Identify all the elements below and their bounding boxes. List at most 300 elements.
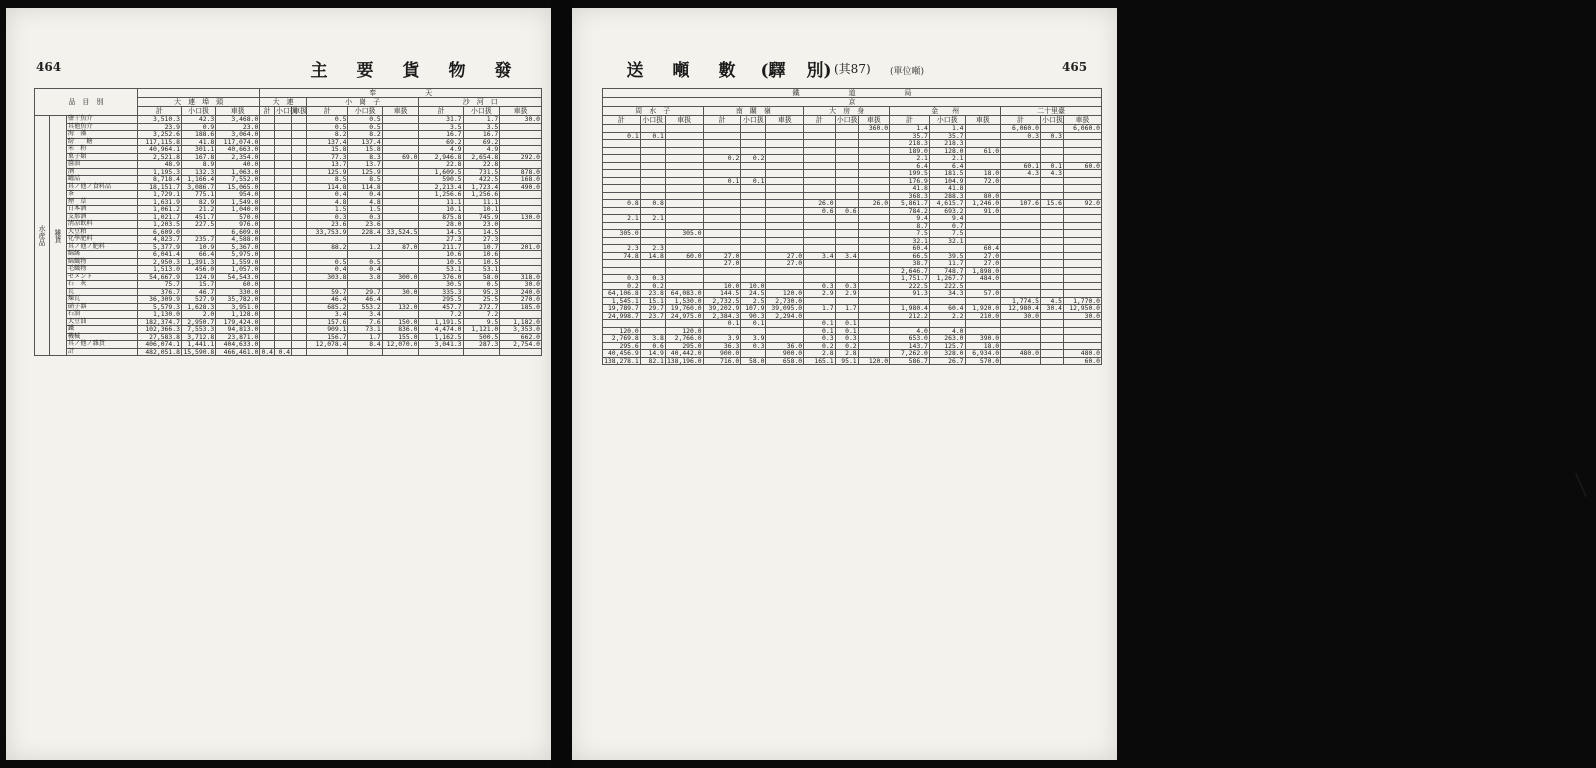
table-cell: 0.1 [804,320,835,328]
table-row [603,207,1102,215]
table-cell [275,198,292,206]
table-cell [858,132,889,140]
region-subbanner: 京 [603,98,1102,107]
title-char: 主 [310,61,328,81]
table-cell: 24,975.0 [665,312,703,320]
table-cell: 40,456.9 [603,350,641,358]
table-row [35,311,542,319]
table-cell: 3.4 [306,311,348,319]
table-cell: 8,718.4 [137,176,181,184]
table-cell: 2.1 [890,155,930,163]
table-cell [260,341,275,349]
table-cell [665,275,703,283]
table-cell [965,140,1001,148]
table-cell: 1,774.5 [1001,297,1041,305]
table-cell: 0.3 [741,342,766,350]
table-cell: 295.0 [665,342,703,350]
column-header: 車扱 [858,116,889,125]
table-cell [500,221,542,229]
table-cell [500,131,542,139]
table-cell: 30.0 [500,116,542,124]
table-cell [766,170,804,178]
table-cell: 23.9 [137,123,181,131]
table-cell [260,221,275,229]
table-cell: 107.6 [1001,200,1041,208]
table-cell [275,296,292,304]
table-cell [1064,132,1102,140]
table-cell: 40.0 [216,161,260,169]
table-cell: 1,128.0 [216,311,260,319]
table-cell [741,237,766,245]
table-cell [858,320,889,328]
table-cell [275,243,292,251]
table-cell: 404,633.0 [216,341,260,349]
table-cell [275,161,292,169]
table-cell [292,311,307,319]
table-cell: 0.1 [640,132,665,140]
table-cell: 130.0 [500,213,542,221]
table-cell [640,177,665,185]
table-cell: 484.0 [965,275,1001,283]
table-cell: 2,950.7 [181,318,215,326]
station-header: 周 水 子 [603,107,704,116]
table-cell: 390.0 [965,335,1001,343]
table-cell [1064,207,1102,215]
table-cell: 2.1 [929,155,965,163]
column-header: 小口扱 [463,107,500,116]
table-cell: 39,095.0 [766,305,804,313]
table-cell [1001,185,1041,193]
table-cell [260,123,275,131]
table-cell [382,236,419,244]
table-cell: 8.9 [181,161,215,169]
table-cell: 288.3 [929,192,965,200]
left-page-number: 464 [36,60,62,74]
table-cell: 66.4 [181,251,215,259]
table-cell [500,251,542,259]
table-row [603,222,1102,230]
table-cell [665,245,703,253]
table-cell: 4.0 [929,327,965,335]
table-cell: 53.1 [419,266,463,274]
table-cell [260,296,275,304]
table-cell: 235.7 [181,236,215,244]
table-cell: 21.2 [181,206,215,214]
table-cell [275,326,292,334]
table-cell [640,230,665,238]
table-cell: 0.5 [348,258,382,266]
table-row [35,146,542,154]
table-cell: 91.0 [965,207,1001,215]
table-cell: 1.7 [463,116,500,124]
table-cell: 11.7 [929,260,965,268]
table-cell: 590.5 [419,176,463,184]
table-cell [382,183,419,191]
table-cell [703,230,741,238]
table-cell [766,222,804,230]
table-cell [275,258,292,266]
table-row [35,191,542,199]
column-header: 小口扱 [741,116,766,125]
table-cell: 39,202.9 [703,305,741,313]
table-cell [640,185,665,193]
table-cell [665,215,703,223]
table-cell [858,305,889,313]
table-cell: 2,730.0 [766,297,804,305]
table-cell: 48.9 [137,161,181,169]
table-cell: 64,083.0 [665,290,703,298]
table-cell [292,243,307,251]
table-cell: 35.7 [929,132,965,140]
table-cell: 15.6 [1040,200,1063,208]
table-cell [348,251,382,259]
table-cell: 36.0 [766,342,804,350]
table-cell: 451.7 [181,213,215,221]
table-cell [1040,230,1063,238]
table-cell: 12,078.4 [306,341,348,349]
table-cell [835,245,858,253]
table-cell [382,281,419,289]
table-cell: 15.1 [640,297,665,305]
table-cell: 6,934.0 [965,350,1001,358]
table-cell: 330.0 [216,288,260,296]
table-cell: 4,474.0 [419,326,463,334]
table-cell [260,153,275,161]
table-row [603,260,1102,268]
table-cell [260,303,275,311]
table-cell [1001,290,1041,298]
table-cell [603,177,641,185]
table-cell: 19,789.7 [603,305,641,313]
table-cell [703,132,741,140]
table-cell: 69.0 [382,153,419,161]
table-cell: 10.1 [463,206,500,214]
table-cell [382,258,419,266]
table-cell [306,251,348,259]
table-row [603,125,1102,133]
table-cell [1064,320,1102,328]
table-cell [419,348,463,356]
table-cell [1040,290,1063,298]
table-cell [835,267,858,275]
book-gutter [551,0,572,768]
table-cell: 2,766.0 [665,335,703,343]
item-label: 毛織物 [66,266,137,274]
table-cell: 9.5 [463,318,500,326]
item-label: 淸凉飲料 [66,221,137,229]
table-cell: 95.1 [835,357,858,365]
table-cell: 42.3 [181,116,215,124]
table-cell [766,320,804,328]
table-cell: 1,441.1 [181,341,215,349]
table-cell [1064,222,1102,230]
table-cell: 2.1 [603,215,641,223]
table-cell: 3,353.0 [500,326,542,334]
table-cell: 94,813.0 [216,326,260,334]
table-cell [804,162,835,170]
table-cell: 0.3 [1040,132,1063,140]
table-cell [382,123,419,131]
table-cell [306,348,348,356]
table-cell: 3.8 [640,335,665,343]
table-row [35,348,542,356]
item-label: 化學肥料 [66,236,137,244]
table-cell: 165.1 [804,357,835,365]
table-cell: 19,760.0 [665,305,703,313]
title-char: 發 [494,61,512,81]
table-cell: 53.1 [463,266,500,274]
table-cell [835,230,858,238]
row-header: 品 目 別 [35,89,138,116]
table-cell: 909.1 [306,326,348,334]
table-cell [382,213,419,221]
table-cell [965,155,1001,163]
table-cell [766,215,804,223]
table-cell [292,176,307,184]
table-cell: 27,583.8 [137,333,181,341]
table-cell: 23.0 [216,123,260,131]
table-cell: 10.6 [419,251,463,259]
table-cell [275,251,292,259]
table-row [603,230,1102,238]
column-header: 小口扱 [1041,116,1063,124]
table-cell [741,245,766,253]
table-cell: 2,946.8 [419,153,463,161]
table-cell [703,267,741,275]
table-cell [275,228,292,236]
table-cell [741,267,766,275]
table-cell: 1.5 [306,206,348,214]
table-cell: 1,121.0 [463,326,500,334]
table-cell [292,191,307,199]
table-cell [965,132,1001,140]
table-cell: 23.8 [640,290,665,298]
table-cell: 40,964.1 [137,146,181,154]
table-cell: 1,021.7 [137,213,181,221]
table-cell: 26.7 [929,357,965,365]
table-cell [804,237,835,245]
table-cell: 0.4 [261,347,273,356]
table-cell [929,245,965,253]
table-cell: 836.0 [382,326,419,334]
table-cell: 57.0 [965,290,1001,298]
table-cell: 82.1 [640,357,665,365]
table-cell: 120.0 [603,327,641,335]
table-cell: 1,061.2 [137,206,181,214]
table-cell [835,260,858,268]
table-cell: 8.3 [348,153,382,161]
table-cell: 137.4 [306,138,348,146]
table-cell [260,236,275,244]
table-cell: 2,732.5 [703,297,741,305]
table-cell: 24.5 [741,290,766,298]
table-cell [965,230,1001,238]
table-cell: 39.5 [929,252,965,260]
table-cell [858,290,889,298]
table-cell [1040,125,1063,133]
table-cell: 7,552.0 [216,176,260,184]
table-cell: 137.4 [348,138,382,146]
table-cell [1064,290,1102,298]
column-header: 計 [603,116,641,125]
table-cell [500,236,542,244]
table-cell [1064,282,1102,290]
table-cell: 4,615.7 [929,200,965,208]
table-row [603,200,1102,208]
table-cell [703,125,741,133]
table-cell: 1,195.3 [137,168,181,176]
table-cell: 1,751.7 [890,275,930,283]
table-cell [1040,140,1063,148]
table-cell [260,206,275,214]
table-cell [260,146,275,154]
table-cell: 144.5 [703,290,741,298]
table-cell [858,282,889,290]
table-cell [804,125,835,133]
table-cell [858,297,889,305]
table-cell [766,327,804,335]
table-cell [665,125,703,133]
table-cell: 3.4 [835,252,858,260]
table-cell [382,116,419,124]
table-cell: 662.0 [500,333,542,341]
table-cell [665,177,703,185]
table-cell: 7.2 [463,311,500,319]
table-cell: 117,115.8 [137,138,181,146]
table-row [603,350,1102,358]
table-cell: 2.0 [181,311,215,319]
table-cell [703,140,741,148]
table-cell: 157.6 [306,318,348,326]
table-row [603,245,1102,253]
table-cell: 270.0 [500,296,542,304]
table-cell [835,275,858,283]
table-cell: 179,424.0 [216,318,260,326]
table-cell: 1,631.9 [137,198,181,206]
table-cell: 185.0 [500,303,542,311]
table-cell [1040,237,1063,245]
table-cell [766,140,804,148]
table-cell: 12,950.0 [1064,305,1102,313]
station-header: 小 崗 子 [306,98,419,107]
table-cell: 6.4 [890,162,930,170]
region-banner-right: 鐵 道 局 [603,89,1102,98]
right-page-number: 465 [1062,60,1088,74]
table-cell: 0.5 [306,123,348,131]
table-cell: 4.0 [890,327,930,335]
table-cell: 2,950.3 [137,258,181,266]
table-cell: 0.6 [835,207,858,215]
table-cell: 658.0 [766,357,804,365]
table-cell [1064,215,1102,223]
table-cell: 95.3 [463,288,500,296]
table-cell [1040,267,1063,275]
table-cell [260,318,275,326]
table-cell [766,200,804,208]
table-cell: 9.4 [890,215,930,223]
table-cell: 27.0 [703,252,741,260]
table-cell: 4.9 [419,146,463,154]
table-cell [500,258,542,266]
table-cell [348,348,382,356]
table-cell: 376.0 [419,273,463,281]
title-char: 別) [806,61,832,81]
table-cell: 480.0 [1001,350,1041,358]
table-cell [665,132,703,140]
table-cell: 1,729.1 [137,191,181,199]
table-cell [804,177,835,185]
table-cell [665,192,703,200]
table-cell [275,123,292,131]
table-cell [741,215,766,223]
table-cell [382,311,419,319]
table-cell [766,335,804,343]
table-cell [603,185,641,193]
table-cell [348,236,382,244]
table-cell: 8.2 [306,131,348,139]
table-cell: 3,951.0 [216,303,260,311]
table-cell [703,275,741,283]
table-cell: 4.5 [1040,297,1063,305]
table-cell: 23.0 [463,221,500,229]
table-row [35,123,542,131]
table-cell [260,326,275,334]
table-cell: 0.3 [306,213,348,221]
table-cell: 15,590.8 [183,347,215,356]
column-header: 計 [703,116,741,125]
table-cell: 12,980.4 [1001,305,1041,313]
table-cell [929,320,965,328]
table-cell [804,230,835,238]
item-label: 煉瓦 [66,296,137,304]
table-cell: 1.2 [348,243,382,251]
table-cell [292,303,307,311]
table-cell [858,147,889,155]
table-cell [500,138,542,146]
table-cell [1064,237,1102,245]
item-label: 綿絲 [66,251,137,259]
table-cell [858,327,889,335]
table-cell [292,281,307,289]
table-cell [382,206,419,214]
table-cell: 748.7 [929,267,965,275]
table-cell: 143.7 [890,342,930,350]
table-cell [1040,245,1063,253]
table-cell [603,320,641,328]
table-cell: 0.1 [835,320,858,328]
table-cell: 132.3 [181,168,215,176]
table-cell: 8.7 [890,222,930,230]
table-cell [1040,177,1063,185]
table-cell [766,267,804,275]
table-cell [665,162,703,170]
table-cell: 0.3 [835,282,858,290]
table-cell: 1,267.7 [929,275,965,283]
table-cell: 1,980.4 [890,305,930,313]
table-cell [275,311,292,319]
table-cell: 8.4 [348,341,382,349]
table-cell: 13.7 [348,161,382,169]
table-cell: 29.7 [348,288,382,296]
table-cell: 132.0 [382,303,419,311]
table-cell [1001,230,1041,238]
table-cell [858,342,889,350]
table-cell [1001,327,1041,335]
table-cell [260,213,275,221]
table-cell: 10.7 [463,243,500,251]
table-cell [804,170,835,178]
table-cell: 59.7 [306,288,348,296]
